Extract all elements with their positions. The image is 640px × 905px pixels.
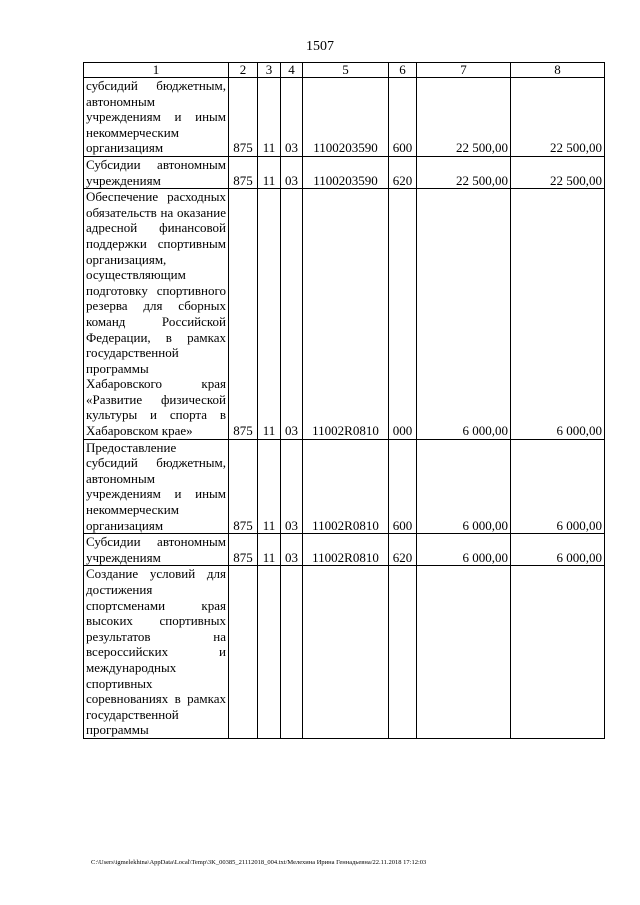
cell-ministry-code: 875 xyxy=(229,534,258,566)
row-description xyxy=(84,566,229,739)
cell-amount-col8: 6 000,00 xyxy=(511,534,605,566)
cell-subsection: 03 xyxy=(281,439,303,534)
table-row xyxy=(84,566,605,739)
table-row xyxy=(84,534,605,566)
cell-amount-col7: 6 000,00 xyxy=(417,534,511,566)
cell-section: 11 xyxy=(258,534,281,566)
row-description xyxy=(84,78,229,157)
row-description-text: субсидий бюджетным, автономным учреждениям и иным некоммерческим организациям xyxy=(86,78,226,156)
row-description-text: Субсидии автономным учреждениям xyxy=(86,534,226,565)
cell-amount-col8 xyxy=(511,566,605,739)
cell-subsection: 03 xyxy=(281,156,303,188)
header-cell-7: 7 xyxy=(417,63,511,78)
cell-section: 11 xyxy=(258,78,281,157)
row-description-text: Обеспечение расходных обязательств на оказание адресной финансовой поддержки спортивным организациям, осуществляющим подготовку спортивного резерва для сборных команд Российской Федерации, в рамках государственной программы Хабаровского края «Развитие физической культуры и спорта в Хабаровском крае» xyxy=(86,189,226,439)
cell-target-article: 1100203590 xyxy=(303,156,389,188)
cell-ministry-code xyxy=(229,566,258,739)
header-cell-4: 4 xyxy=(281,63,303,78)
table-row xyxy=(84,156,605,188)
cell-amount-col8: 6 000,00 xyxy=(511,189,605,440)
cell-subsection: 03 xyxy=(281,189,303,440)
header-cell-5: 5 xyxy=(303,63,389,78)
cell-expense-type: 620 xyxy=(389,534,417,566)
header-cell-8: 8 xyxy=(511,63,605,78)
cell-ministry-code: 875 xyxy=(229,156,258,188)
cell-target-article: 1100203590 xyxy=(303,78,389,157)
row-description xyxy=(84,189,229,440)
cell-expense-type xyxy=(389,566,417,739)
cell-section: 11 xyxy=(258,189,281,440)
cell-ministry-code: 875 xyxy=(229,78,258,157)
cell-target-article: 11002R0810 xyxy=(303,534,389,566)
row-description xyxy=(84,156,229,188)
header-row xyxy=(84,63,605,78)
cell-amount-col8: 22 500,00 xyxy=(511,78,605,157)
cell-amount-col7: 6 000,00 xyxy=(417,439,511,534)
cell-amount-col7: 22 500,00 xyxy=(417,156,511,188)
cell-target-article xyxy=(303,566,389,739)
cell-expense-type: 600 xyxy=(389,78,417,157)
cell-subsection: 03 xyxy=(281,78,303,157)
cell-expense-type: 600 xyxy=(389,439,417,534)
table-row xyxy=(84,189,605,440)
cell-target-article: 11002R0810 xyxy=(303,189,389,440)
cell-expense-type: 000 xyxy=(389,189,417,440)
row-description-text: Предоставление субсидий бюджетным, автономным учреждениям и иным некоммерческим организациям xyxy=(86,439,226,533)
cell-subsection xyxy=(281,566,303,739)
page-number: 1507 xyxy=(306,39,334,54)
cell-target-article: 11002R0810 xyxy=(303,439,389,534)
table-row xyxy=(84,439,605,534)
cell-ministry-code: 875 xyxy=(229,189,258,440)
row-description-text: Создание условий для достижения спортсменами края высоких спортивных результатов на всероссийских и международных спортивных соревнованиях в рамках государственной программы xyxy=(86,566,226,738)
cell-amount-col7: 22 500,00 xyxy=(417,78,511,157)
row-description xyxy=(84,534,229,566)
cell-section: 11 xyxy=(258,439,281,534)
footer-file-path: C:\Users\igmelekhina\AppData\Local\Temp\3K_00385_21112018_004.txt/Мелехина Ирина Геннадьевна/22.11.2018 17:12:03 xyxy=(91,859,427,866)
header-cell-1: 1 xyxy=(84,63,229,78)
cell-amount-col7: 6 000,00 xyxy=(417,189,511,440)
row-description-text: Субсидии автономным учреждениям xyxy=(86,156,226,188)
header-cell-6: 6 xyxy=(389,63,417,78)
row-description xyxy=(84,439,229,534)
cell-amount-col8: 6 000,00 xyxy=(511,439,605,534)
cell-section xyxy=(258,566,281,739)
cell-section: 11 xyxy=(258,156,281,188)
cell-amount-col8: 22 500,00 xyxy=(511,156,605,188)
header-cell-3: 3 xyxy=(258,63,281,78)
budget-table xyxy=(83,62,605,739)
header-cell-2: 2 xyxy=(229,63,258,78)
cell-subsection: 03 xyxy=(281,534,303,566)
table-row xyxy=(84,78,605,157)
cell-amount-col7 xyxy=(417,566,511,739)
cell-ministry-code: 875 xyxy=(229,439,258,534)
cell-expense-type: 620 xyxy=(389,156,417,188)
